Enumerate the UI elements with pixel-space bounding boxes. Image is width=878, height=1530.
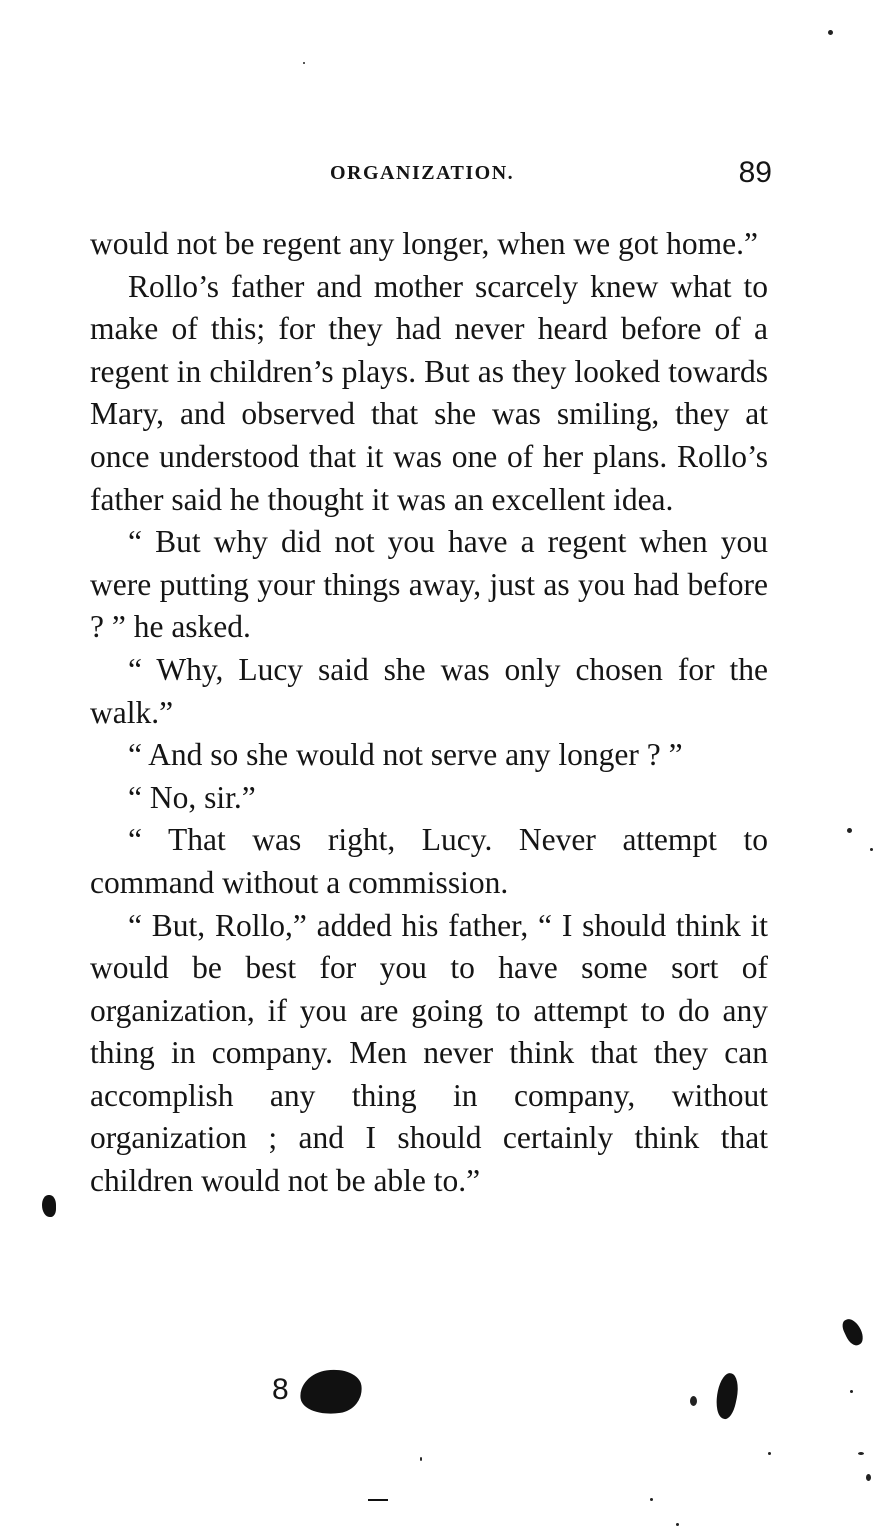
running-head: ORGANIZATION. [330,162,515,184]
ink-blot [840,1316,866,1348]
page-header [90,156,772,196]
ink-speck [676,1523,679,1526]
ink-speck [870,848,873,851]
signature-mark: 8 [272,1373,289,1406]
ink-blot [712,1371,741,1420]
page-number: 89 [738,156,772,189]
paragraph: Rollo’s father and mother scarcely knew what to make of this; for they had never heard before of a regent in children’s plays. But as they looked towards Mary, and observed that she was smiling, they at once understood that it was one of her plans. Rollo’s father said he thought it was an excellent idea. [90,268,768,517]
paragraph: “ And so she would not serve any longer ? ” [128,737,683,773]
ink-speck [303,62,305,64]
ink-speck [690,1396,697,1406]
paragraph: “ Why, Lucy said she was only chosen for the walk.” [90,651,768,730]
ink-speck [847,828,852,833]
ink-speck [420,1457,422,1461]
ink-speck [866,1474,871,1481]
ink-blot [297,1366,365,1418]
paragraph: “ But, Rollo,” added his father, “ I should think it would be best for you to have some sort of organization, if you are going to attempt to do any thing in company. Men never think that they can accomplish any thing in company, without organization ; and I should certainly think that children would not be able to.” [90,907,768,1199]
ink-blot [42,1195,56,1217]
body-text [90,223,768,1203]
ink-speck [828,30,833,35]
ink-speck [858,1452,864,1455]
paragraph: “ But why did not you have a regent when you were putting your things away, just as you had before ? ” he asked. [90,524,768,645]
paragraph: would not be regent any longer, when we got home.” [90,226,758,261]
paragraph: “ That was right, Lucy. Never attempt to command without a commission. [90,822,768,900]
ink-speck [768,1452,771,1455]
ink-speck [650,1498,653,1501]
paragraph: “ No, sir.” [128,779,256,815]
ink-dash [368,1499,388,1501]
ink-speck [850,1390,853,1393]
